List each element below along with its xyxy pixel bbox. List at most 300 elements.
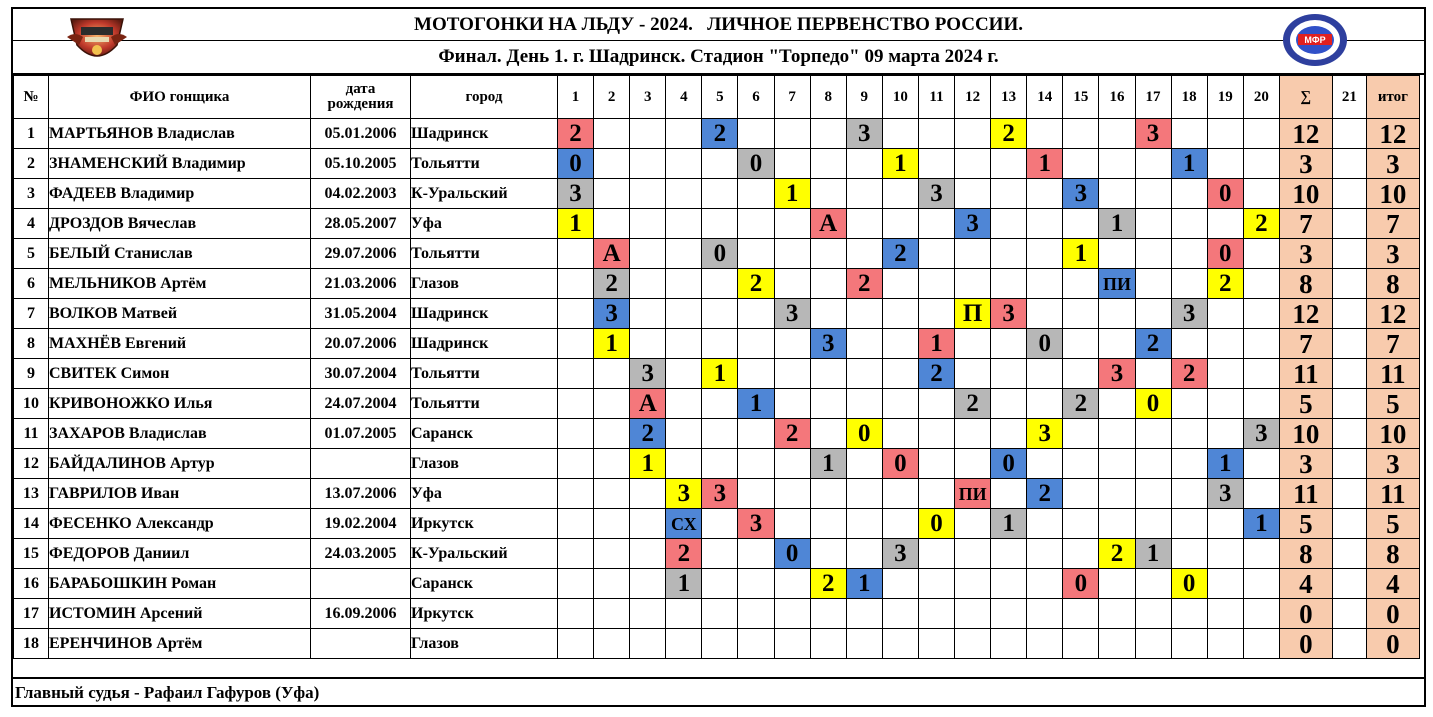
heat-cell	[1063, 599, 1099, 629]
rider-name: ИСТОМИН Арсений	[49, 599, 311, 629]
heat-result: 3	[991, 299, 1027, 329]
rider-heat-21	[1332, 599, 1366, 629]
heat-cell	[1063, 269, 1099, 299]
rider-number: 11	[14, 419, 49, 449]
heat-result: 2	[1063, 389, 1099, 419]
heat-cell	[810, 239, 846, 269]
heat-cell	[1063, 509, 1099, 539]
heat-cell	[1171, 269, 1207, 299]
heat-cell	[918, 149, 954, 179]
heat-cell	[955, 359, 991, 389]
heat-cell	[1099, 299, 1135, 329]
rider-birth-date: 24.07.2004	[311, 389, 411, 419]
heat-cell	[594, 149, 630, 179]
rider-city: Шадринск	[411, 329, 558, 359]
heat-cell	[1027, 119, 1063, 149]
rider-city: Тольятти	[411, 239, 558, 269]
heat-cell	[846, 509, 882, 539]
heat-cell	[810, 359, 846, 389]
rider-sum: 8	[1279, 539, 1332, 569]
rider-city: Саранск	[411, 569, 558, 599]
table-row	[14, 179, 1420, 209]
heat-cell	[1243, 149, 1279, 179]
heat-cell	[882, 629, 918, 659]
heat-cell	[774, 479, 810, 509]
heat-cell	[738, 209, 774, 239]
heat-cell	[955, 569, 991, 599]
heat-result: 0	[1207, 179, 1243, 209]
rider-name: МЕЛЬНИКОВ Артём	[49, 269, 311, 299]
heat-cell	[774, 329, 810, 359]
heat-cell	[558, 239, 594, 269]
rider-heat-21	[1332, 209, 1366, 239]
heat-result: 3	[1099, 359, 1135, 389]
rider-total: 0	[1366, 629, 1419, 659]
rider-heat-21	[1332, 569, 1366, 599]
rider-city: Саранск	[411, 419, 558, 449]
rider-number: 1	[14, 119, 49, 149]
heat-cell	[1099, 449, 1135, 479]
rider-number: 18	[14, 629, 49, 659]
rider-sum: 12	[1279, 299, 1332, 329]
heat-cell	[1027, 569, 1063, 599]
heat-cell	[702, 449, 738, 479]
heat-cell	[1207, 569, 1243, 599]
heat-cell	[1135, 179, 1171, 209]
heat-cell	[1135, 239, 1171, 269]
heat-result: 2	[630, 419, 666, 449]
heat-result: 1	[702, 359, 738, 389]
col-header-heat: 16	[1099, 76, 1135, 119]
table-row	[14, 269, 1420, 299]
rider-heat-21	[1332, 149, 1366, 179]
heat-cell	[846, 359, 882, 389]
rider-total: 7	[1366, 209, 1419, 239]
heat-cell	[1063, 299, 1099, 329]
heat-result: 2	[882, 239, 918, 269]
heat-cell	[846, 299, 882, 329]
heat-cell	[738, 419, 774, 449]
rider-name: БЕЛЫЙ Станислав	[49, 239, 311, 269]
rider-number: 5	[14, 239, 49, 269]
rider-birth-date: 04.02.2003	[311, 179, 411, 209]
rider-birth-date: 31.05.2004	[311, 299, 411, 329]
rider-total: 11	[1366, 359, 1419, 389]
heat-result: 0	[1063, 569, 1099, 599]
heat-cell	[1207, 629, 1243, 659]
rider-total: 10	[1366, 179, 1419, 209]
rider-sum: 0	[1279, 599, 1332, 629]
heat-cell	[1099, 329, 1135, 359]
heat-result: 2	[918, 359, 954, 389]
heat-cell	[955, 149, 991, 179]
heat-cell	[630, 269, 666, 299]
rider-sum: 10	[1279, 419, 1332, 449]
heat-cell	[810, 149, 846, 179]
heat-cell	[1099, 569, 1135, 599]
heat-cell	[991, 389, 1027, 419]
rider-heat-21	[1332, 119, 1366, 149]
heat-cell	[882, 269, 918, 299]
heat-cell	[846, 449, 882, 479]
heat-cell	[702, 419, 738, 449]
heat-cell	[594, 389, 630, 419]
table-row	[14, 449, 1420, 479]
heat-result: 1	[918, 329, 954, 359]
heat-result: 2	[702, 119, 738, 149]
heat-cell	[1135, 629, 1171, 659]
heat-cell	[1207, 359, 1243, 389]
heat-result: 1	[1171, 149, 1207, 179]
heat-cell	[846, 329, 882, 359]
col-header-heat: 18	[1171, 76, 1207, 119]
heat-cell	[1243, 299, 1279, 329]
heat-result: 3	[1063, 179, 1099, 209]
rider-sum: 11	[1279, 479, 1332, 509]
heat-cell	[1171, 629, 1207, 659]
rider-name: БАЙДАЛИНОВ Артур	[49, 449, 311, 479]
heat-cell	[1207, 539, 1243, 569]
heat-cell	[846, 209, 882, 239]
heat-cell	[594, 209, 630, 239]
table-row	[14, 509, 1420, 539]
heat-cell	[666, 179, 702, 209]
rider-birth-date: 05.01.2006	[311, 119, 411, 149]
rider-heat-21	[1332, 179, 1366, 209]
rider-name: ВОЛКОВ Матвей	[49, 299, 311, 329]
heat-cell	[1099, 149, 1135, 179]
heat-result: 3	[738, 509, 774, 539]
rider-city: Глазов	[411, 449, 558, 479]
rider-city: Шадринск	[411, 119, 558, 149]
heat-cell	[738, 479, 774, 509]
heat-cell	[1099, 179, 1135, 209]
heat-cell	[630, 149, 666, 179]
heat-cell	[1171, 389, 1207, 419]
heat-cell	[918, 419, 954, 449]
heat-cell	[955, 119, 991, 149]
heat-result: 1	[1135, 539, 1171, 569]
heat-result: 3	[1207, 479, 1243, 509]
heat-cell	[702, 599, 738, 629]
heat-cell	[558, 449, 594, 479]
heat-cell	[918, 269, 954, 299]
heat-cell	[1099, 239, 1135, 269]
rider-name: КРИВОНОЖКО Илья	[49, 389, 311, 419]
heat-cell	[1099, 119, 1135, 149]
heat-cell	[991, 269, 1027, 299]
heat-cell	[810, 479, 846, 509]
heat-cell	[774, 119, 810, 149]
heat-result: 3	[846, 119, 882, 149]
heat-cell	[846, 389, 882, 419]
rider-sum: 3	[1279, 449, 1332, 479]
heat-result: 2	[774, 419, 810, 449]
heat-cell	[810, 389, 846, 419]
rider-total: 3	[1366, 449, 1419, 479]
rider-sum: 10	[1279, 179, 1332, 209]
heat-cell	[1171, 179, 1207, 209]
heat-result: 2	[1099, 539, 1135, 569]
col-header-city: город	[411, 76, 558, 119]
rider-number: 10	[14, 389, 49, 419]
heat-cell	[1243, 569, 1279, 599]
col-header-heat: 8	[810, 76, 846, 119]
heat-cell	[1243, 329, 1279, 359]
table-row	[14, 569, 1420, 599]
heat-cell	[1027, 599, 1063, 629]
heat-cell	[630, 299, 666, 329]
heat-cell	[1243, 449, 1279, 479]
heat-cell	[918, 599, 954, 629]
heat-result: 1	[1207, 449, 1243, 479]
heat-result: 0	[1207, 239, 1243, 269]
heat-cell	[1027, 539, 1063, 569]
heat-cell	[918, 569, 954, 599]
heat-cell	[918, 629, 954, 659]
heat-cell	[594, 599, 630, 629]
rider-name: ЗАХАРОВ Владислав	[49, 419, 311, 449]
col-header-heat: 20	[1243, 76, 1279, 119]
heat-result: 1	[810, 449, 846, 479]
rider-total: 7	[1366, 329, 1419, 359]
rider-number: 15	[14, 539, 49, 569]
heat-cell	[955, 629, 991, 659]
rider-total: 12	[1366, 119, 1419, 149]
heat-cell	[918, 239, 954, 269]
heat-cell	[810, 419, 846, 449]
heat-result: 1	[558, 209, 594, 239]
sheet-title: МОТОГОНКИ НА ЛЬДУ - 2024. ЛИЧНОЕ ПЕРВЕНСТВО РОССИИ.	[13, 9, 1424, 41]
heat-cell	[702, 329, 738, 359]
heat-cell	[1135, 569, 1171, 599]
rider-city: Тольятти	[411, 359, 558, 389]
heat-cell	[1135, 449, 1171, 479]
rider-number: 7	[14, 299, 49, 329]
heat-cell	[810, 539, 846, 569]
col-header-21: 21	[1332, 76, 1366, 119]
heat-cell	[774, 509, 810, 539]
rider-total: 3	[1366, 239, 1419, 269]
heat-cell	[702, 269, 738, 299]
table-row	[14, 209, 1420, 239]
heat-cell	[630, 599, 666, 629]
heat-cell	[1027, 299, 1063, 329]
heat-cell	[738, 539, 774, 569]
rider-number: 17	[14, 599, 49, 629]
rider-birth-date: 29.07.2006	[311, 239, 411, 269]
heat-cell	[558, 329, 594, 359]
heat-result: 2	[810, 569, 846, 599]
heat-cell	[666, 419, 702, 449]
heat-cell	[1063, 329, 1099, 359]
heat-cell	[702, 299, 738, 329]
heat-cell	[702, 509, 738, 539]
table-row	[14, 299, 1420, 329]
col-header-dob: дата рождения	[311, 76, 411, 119]
heat-cell	[1171, 479, 1207, 509]
heat-cell	[955, 179, 991, 209]
heat-cell	[1063, 449, 1099, 479]
heat-cell	[738, 329, 774, 359]
heat-result: 0	[558, 149, 594, 179]
rider-total: 12	[1366, 299, 1419, 329]
heat-result: 0	[1135, 389, 1171, 419]
heat-cell	[882, 569, 918, 599]
rider-heat-21	[1332, 419, 1366, 449]
col-header-heat: 4	[666, 76, 702, 119]
rider-total: 5	[1366, 389, 1419, 419]
heat-cell	[991, 329, 1027, 359]
rider-number: 9	[14, 359, 49, 389]
col-header-heat: 11	[918, 76, 954, 119]
heat-cell	[955, 539, 991, 569]
rider-name: ФЕСЕНКО Александр	[49, 509, 311, 539]
heat-cell	[955, 269, 991, 299]
rider-heat-21	[1332, 269, 1366, 299]
heat-cell	[702, 149, 738, 179]
heat-cell	[666, 149, 702, 179]
heat-cell	[810, 269, 846, 299]
heat-result: 0	[1171, 569, 1207, 599]
heat-cell	[774, 569, 810, 599]
heat-cell	[1135, 419, 1171, 449]
col-header-heat: 12	[955, 76, 991, 119]
heat-result: 3	[774, 299, 810, 329]
rider-heat-21	[1332, 629, 1366, 659]
table-row	[14, 479, 1420, 509]
rider-birth-date: 16.09.2006	[311, 599, 411, 629]
col-header-heat: 5	[702, 76, 738, 119]
heat-cell	[1063, 479, 1099, 509]
heat-cell	[1027, 179, 1063, 209]
rider-total: 8	[1366, 269, 1419, 299]
col-header-heat: 19	[1207, 76, 1243, 119]
rider-sum: 3	[1279, 239, 1332, 269]
col-header-total: итог	[1366, 76, 1419, 119]
heat-cell	[918, 119, 954, 149]
heat-result: 1	[882, 149, 918, 179]
rider-birth-date: 30.07.2004	[311, 359, 411, 389]
rider-city: Иркутск	[411, 509, 558, 539]
heat-cell	[991, 479, 1027, 509]
rider-sum: 5	[1279, 509, 1332, 539]
heat-result: 1	[1099, 209, 1135, 239]
heat-cell	[594, 569, 630, 599]
heat-cell	[1207, 599, 1243, 629]
heat-cell	[558, 299, 594, 329]
heat-result: 2	[738, 269, 774, 299]
heat-cell	[630, 179, 666, 209]
heat-cell	[666, 599, 702, 629]
heat-cell	[702, 209, 738, 239]
rider-sum: 7	[1279, 209, 1332, 239]
rider-number: 4	[14, 209, 49, 239]
heat-cell	[558, 419, 594, 449]
heat-cell	[558, 539, 594, 569]
rider-heat-21	[1332, 449, 1366, 479]
rider-city: Глазов	[411, 269, 558, 299]
heat-cell	[882, 419, 918, 449]
heat-cell	[882, 359, 918, 389]
heat-cell	[666, 299, 702, 329]
heat-cell	[738, 299, 774, 329]
heat-cell	[558, 479, 594, 509]
rider-sum: 5	[1279, 389, 1332, 419]
col-header-heat: 1	[558, 76, 594, 119]
heat-cell	[1171, 119, 1207, 149]
heat-cell	[846, 179, 882, 209]
rider-city: Уфа	[411, 479, 558, 509]
heat-cell	[918, 539, 954, 569]
heat-cell	[1027, 509, 1063, 539]
heat-result: 3	[1135, 119, 1171, 149]
heat-cell	[1243, 269, 1279, 299]
heat-cell	[1243, 629, 1279, 659]
heat-result: 2	[1207, 269, 1243, 299]
heat-cell	[1063, 209, 1099, 239]
heat-cell	[1243, 239, 1279, 269]
heat-result: 1	[630, 449, 666, 479]
heat-cell	[1207, 389, 1243, 419]
heat-result: 3	[810, 329, 846, 359]
heat-cell	[1135, 269, 1171, 299]
rider-number: 6	[14, 269, 49, 299]
heat-cell	[810, 599, 846, 629]
rider-name: ЗНАМЕНСКИЙ Владимир	[49, 149, 311, 179]
rider-heat-21	[1332, 479, 1366, 509]
heat-cell	[955, 239, 991, 269]
heat-cell	[1171, 239, 1207, 269]
heat-result: 1	[666, 569, 702, 599]
rider-birth-date	[311, 569, 411, 599]
heat-cell	[738, 569, 774, 599]
rider-name: ЕРЕНЧИНОВ Артём	[49, 629, 311, 659]
table-row	[14, 149, 1420, 179]
heat-cell	[810, 629, 846, 659]
col-header-heat: 17	[1135, 76, 1171, 119]
heat-cell	[918, 209, 954, 239]
heat-result: 3	[702, 479, 738, 509]
heat-result: 2	[846, 269, 882, 299]
heat-cell	[1243, 359, 1279, 389]
rider-birth-date: 19.02.2004	[311, 509, 411, 539]
heat-cell	[666, 269, 702, 299]
heat-cell	[630, 329, 666, 359]
heat-cell	[1171, 329, 1207, 359]
heat-cell	[1207, 509, 1243, 539]
heat-result: 3	[918, 179, 954, 209]
col-header-heat: 15	[1063, 76, 1099, 119]
rider-birth-date: 20.07.2006	[311, 329, 411, 359]
heat-result: 0	[738, 149, 774, 179]
heat-cell	[666, 239, 702, 269]
rider-name: ФАДЕЕВ Владимир	[49, 179, 311, 209]
heat-cell	[738, 119, 774, 149]
rider-number: 3	[14, 179, 49, 209]
heat-cell	[1135, 599, 1171, 629]
heat-cell	[738, 449, 774, 479]
heat-cell	[774, 149, 810, 179]
rider-heat-21	[1332, 299, 1366, 329]
heat-cell	[558, 599, 594, 629]
heat-cell	[1099, 389, 1135, 419]
heat-cell	[1207, 329, 1243, 359]
footer-divider	[13, 677, 1424, 679]
rider-name: СВИТЕК Симон	[49, 359, 311, 389]
rider-name: БАРАБОШКИН Роман	[49, 569, 311, 599]
heat-result: 1	[774, 179, 810, 209]
